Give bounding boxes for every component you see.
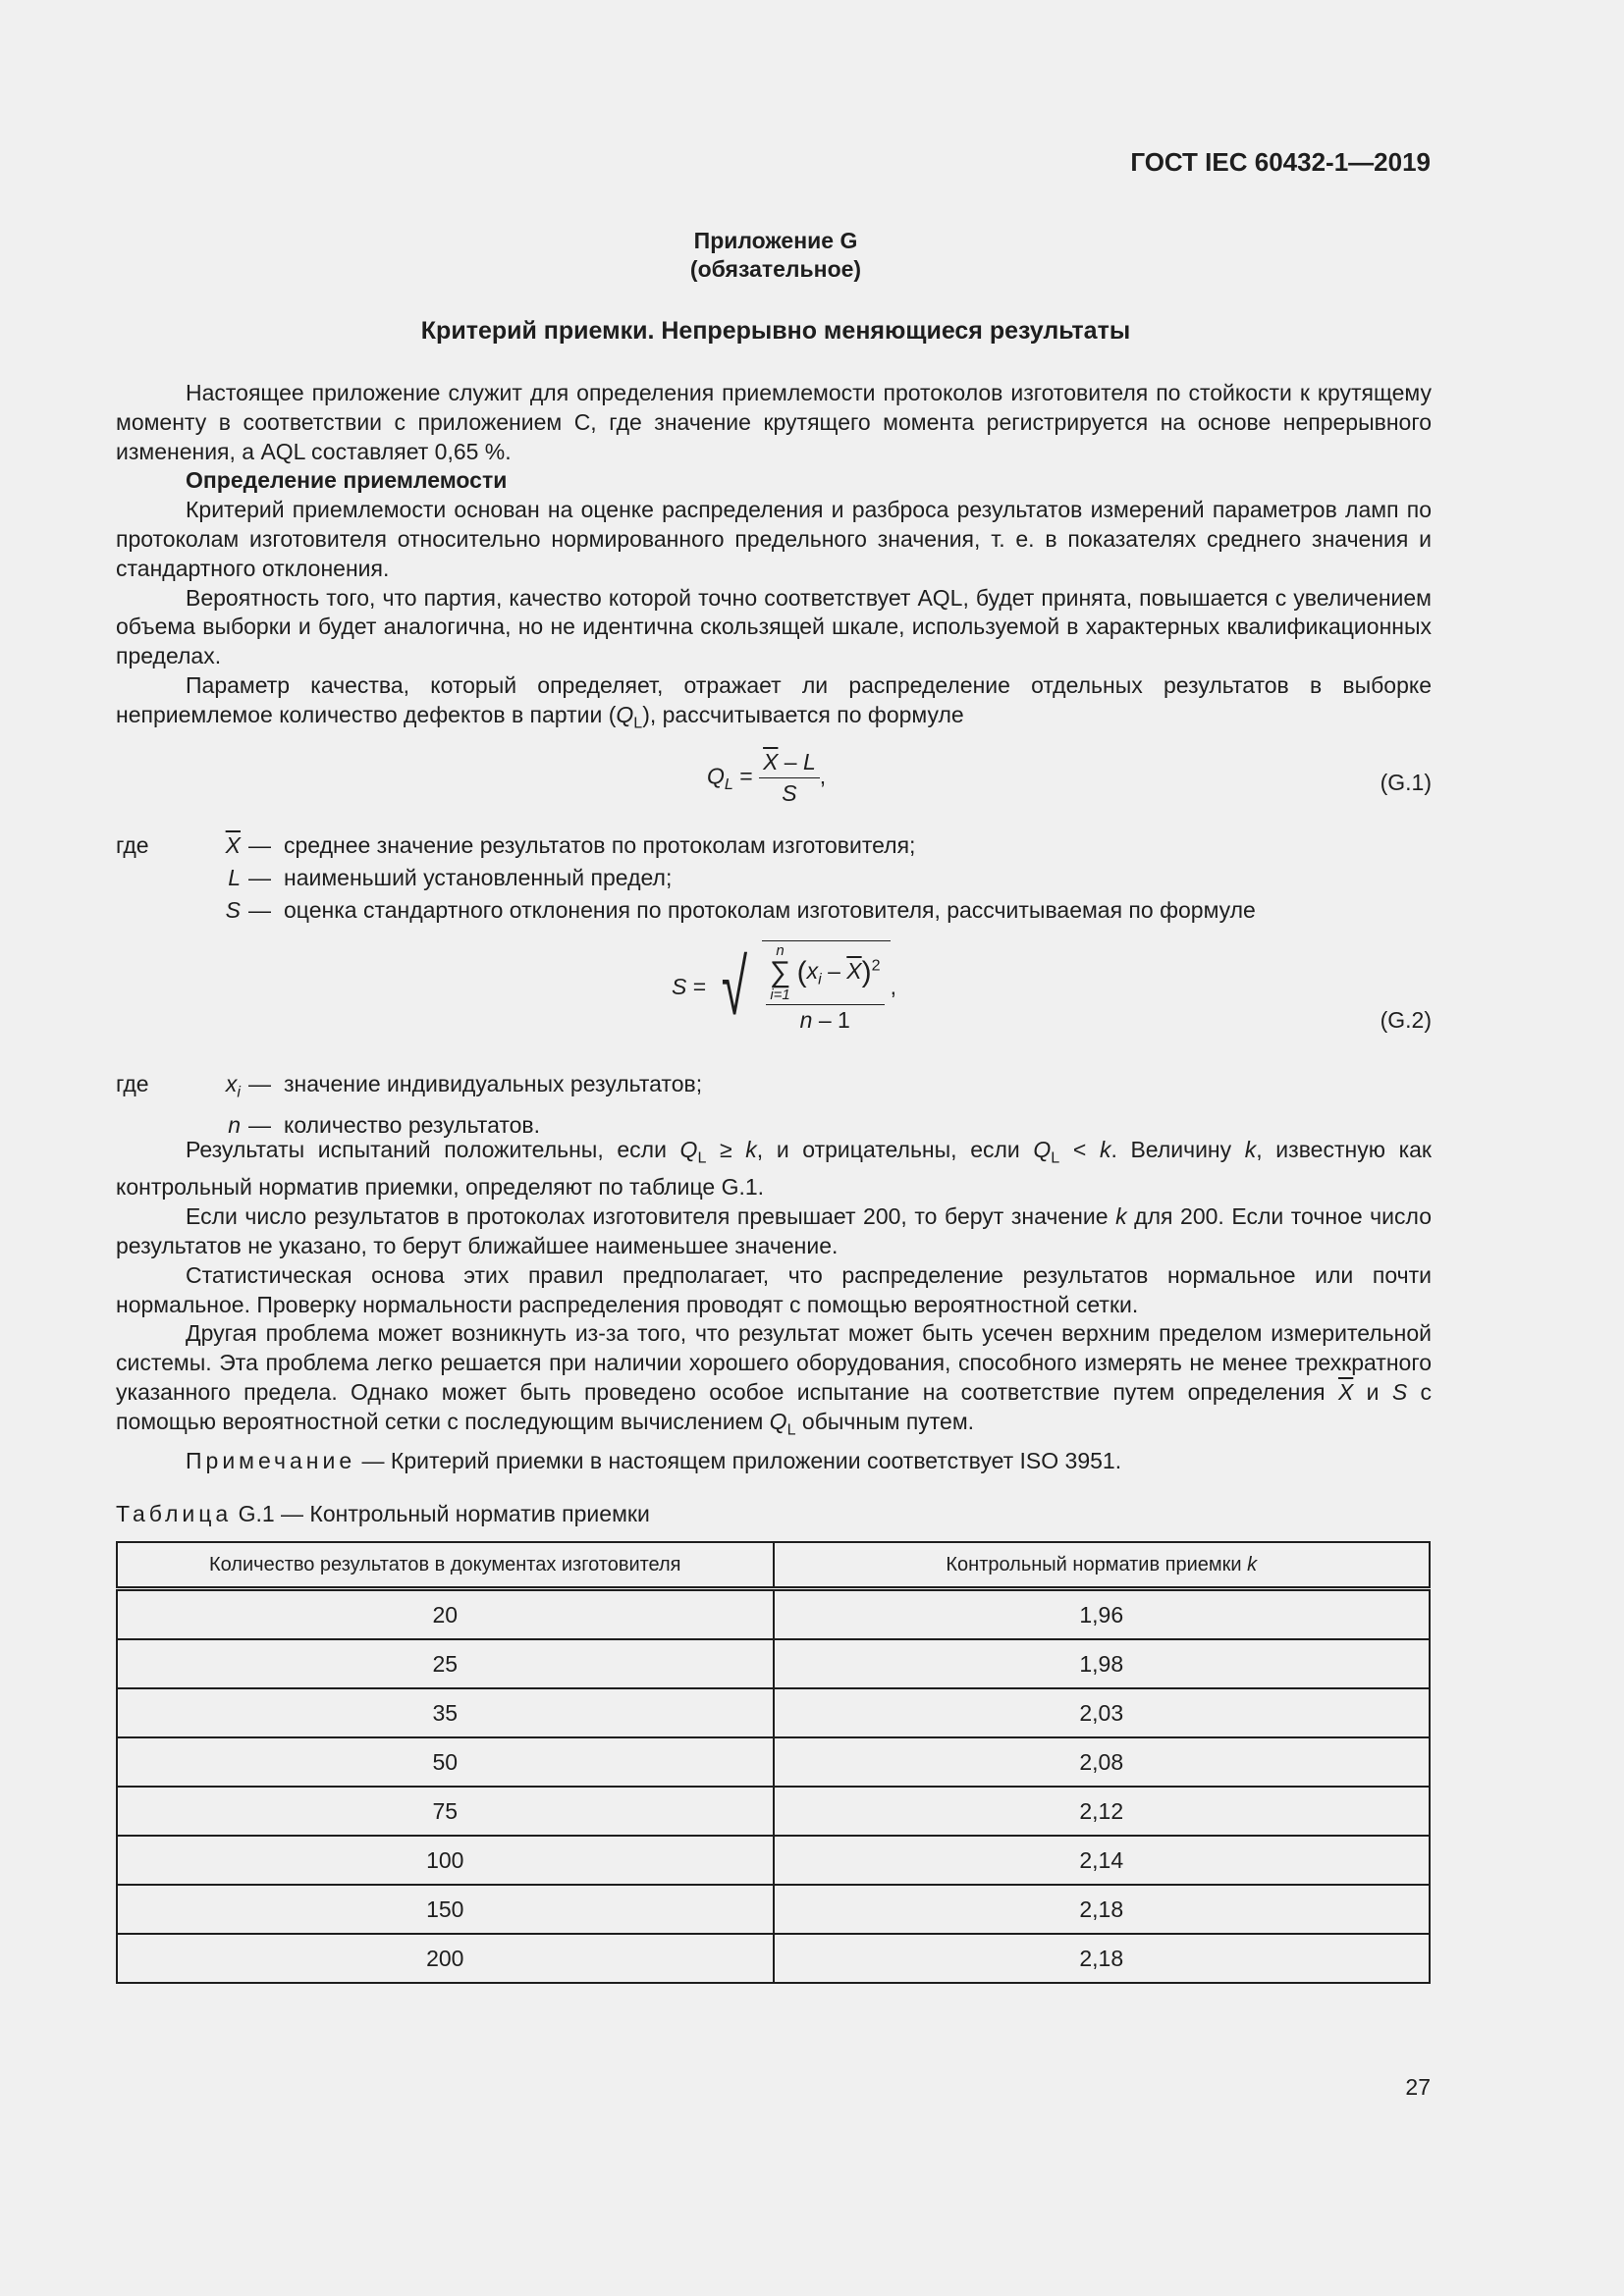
definition-row: где $x_i$ — значение индивидуальных результатов; <box>116 1071 703 1101</box>
paragraph: Другая проблема может возникнуть из-за того, что результат может быть усечен верхним пределом измерительной системы. Эта проблема легко решается при наличии хорошего оборудования, способного измерять не менее трехкратного указанного предела. Однако может быть проведено особое испытание на соответствие путем определения $\overline{X}$ и S с помощью вероятностной сетки с последующим вычислением $Q_L$ обычным путем. <box>116 1320 1433 1439</box>
definition-row: где $\overline{X}$ — среднее значение результатов по протоколам изготовителя; <box>116 832 916 858</box>
table-row: 150 2,18 <box>117 1885 1430 1934</box>
table-row: 20 1,96 <box>117 1589 1430 1640</box>
table-row: 75 2,12 <box>117 1787 1430 1836</box>
fraction: $\frac{\overline{X} - L}{S}$ <box>759 749 820 807</box>
standard-id: ГОСТ IEC 60432-1—2019 <box>1130 147 1431 177</box>
square-root <box>713 940 891 1034</box>
note <box>116 1448 1432 1474</box>
definition-row: n — количество результатов. <box>228 1111 541 1138</box>
definitions-g2 <box>116 1068 1432 1142</box>
paragraph: Результаты испытаний положительны, если $Q_L \ge k$, и отрицательны, если $Q_L < k$. Величину k, известную как контрольный норматив приемки, определяют по таблице G.1. <box>116 1137 1432 1201</box>
note-label: Примечание <box>186 1448 356 1473</box>
fraction: n ∑ i=1 $(x_i - \overline{X})^2$ n – 1 <box>766 943 885 1034</box>
table-row: 50 2,08 <box>117 1737 1430 1787</box>
paragraph: Вероятность того, что партия, качество которой точно соответствует AQL, будет принята, повышается с увеличением объема выборки и будет аналогична, но не идентична скользящей шкале, используемой в характерных квалификационных пределах. <box>116 584 1432 669</box>
appendix-status: (обязательное) <box>689 256 862 282</box>
formula-number: (G.2) <box>1380 1007 1432 1033</box>
note-text: — Критерий приемки в настоящем приложении соответствует ISO 3951. <box>355 1448 1122 1473</box>
appendix-title: Приложение G <box>693 228 858 253</box>
body-text-upper <box>116 379 1432 738</box>
body-text-lower <box>116 1136 1432 1445</box>
formula-g2-expression: S = √ n ∑ i=1 $(x_i - \overline{X})^2$ n – 1 , <box>672 942 896 1033</box>
table-row: 200 2,18 <box>117 1934 1430 1983</box>
definition-row: L — наименьший установленный предел; <box>228 865 673 890</box>
appendix-heading: Критерий приемки. Непрерывно меняющиеся результаты <box>420 317 1131 345</box>
formula-g2 <box>116 940 1432 1058</box>
paragraph: Статистическая основа этих правил предполагает, что распределение результатов нормальное или почти нормальное. Проверку нормальности распределения проводят с помощью вероятностной сетки. <box>116 1261 1432 1317</box>
table-row: 100 2,14 <box>117 1836 1430 1885</box>
table-caption: Таблица G.1 — Контрольный норматив приемки <box>116 1501 650 1526</box>
acceptance-table <box>116 1541 1431 1984</box>
table-row: 35 2,03 <box>117 1688 1430 1737</box>
formula-number: (G.1) <box>1380 770 1432 795</box>
paragraph: Параметр качества, который определяет, отражает ли распределение отдельных результатов в выборке неприемлемое количество дефектов в партии $(Q_L)$, рассчитывается по формуле <box>116 671 1432 732</box>
definition-row: S — оценка стандартного отклонения по протоколам изготовителя, рассчитываемая по формуле <box>225 897 1256 923</box>
paragraph: Настоящее приложение служит для определения приемлемости протоколов изготовителя по стойкости к крутящему моменту в соответствии с приложением С, где значение крутящего момента регистрируется на основе непрерывного изменения, а AQL составляет 0,65 %. <box>116 380 1432 464</box>
formula-g1-expression: $Q_L$ = $\frac{\overline{X} - L}{S}$ , <box>707 749 827 806</box>
page-number: 27 <box>1405 2074 1431 2100</box>
column-header-count: Количество результатов в документах изготовителя <box>117 1542 774 1589</box>
definitions-g1 <box>116 829 1432 927</box>
formula-g1 <box>116 744 1432 823</box>
section-heading: Определение приемлемости <box>186 467 508 494</box>
column-header-k: Контрольный норматив приемки k <box>774 1542 1431 1589</box>
table-header-row <box>117 1542 1430 1589</box>
radical-icon: √ <box>721 942 747 1031</box>
paragraph: Критерий приемлемости основан на оценке распределения и разброса результатов измерений параметров ламп по протоколам изготовителя относительно нормированного предельного значения, т. е. в показателях среднего значения и стандартного отклонения. <box>116 497 1432 581</box>
paragraph: Если число результатов в протоколах изготовителя превышает 200, то берут значение k для 200. Если точное число результатов не указано, то берут ближайшее наименьшее значение. <box>116 1203 1432 1258</box>
table-row: 25 1,98 <box>117 1639 1430 1688</box>
